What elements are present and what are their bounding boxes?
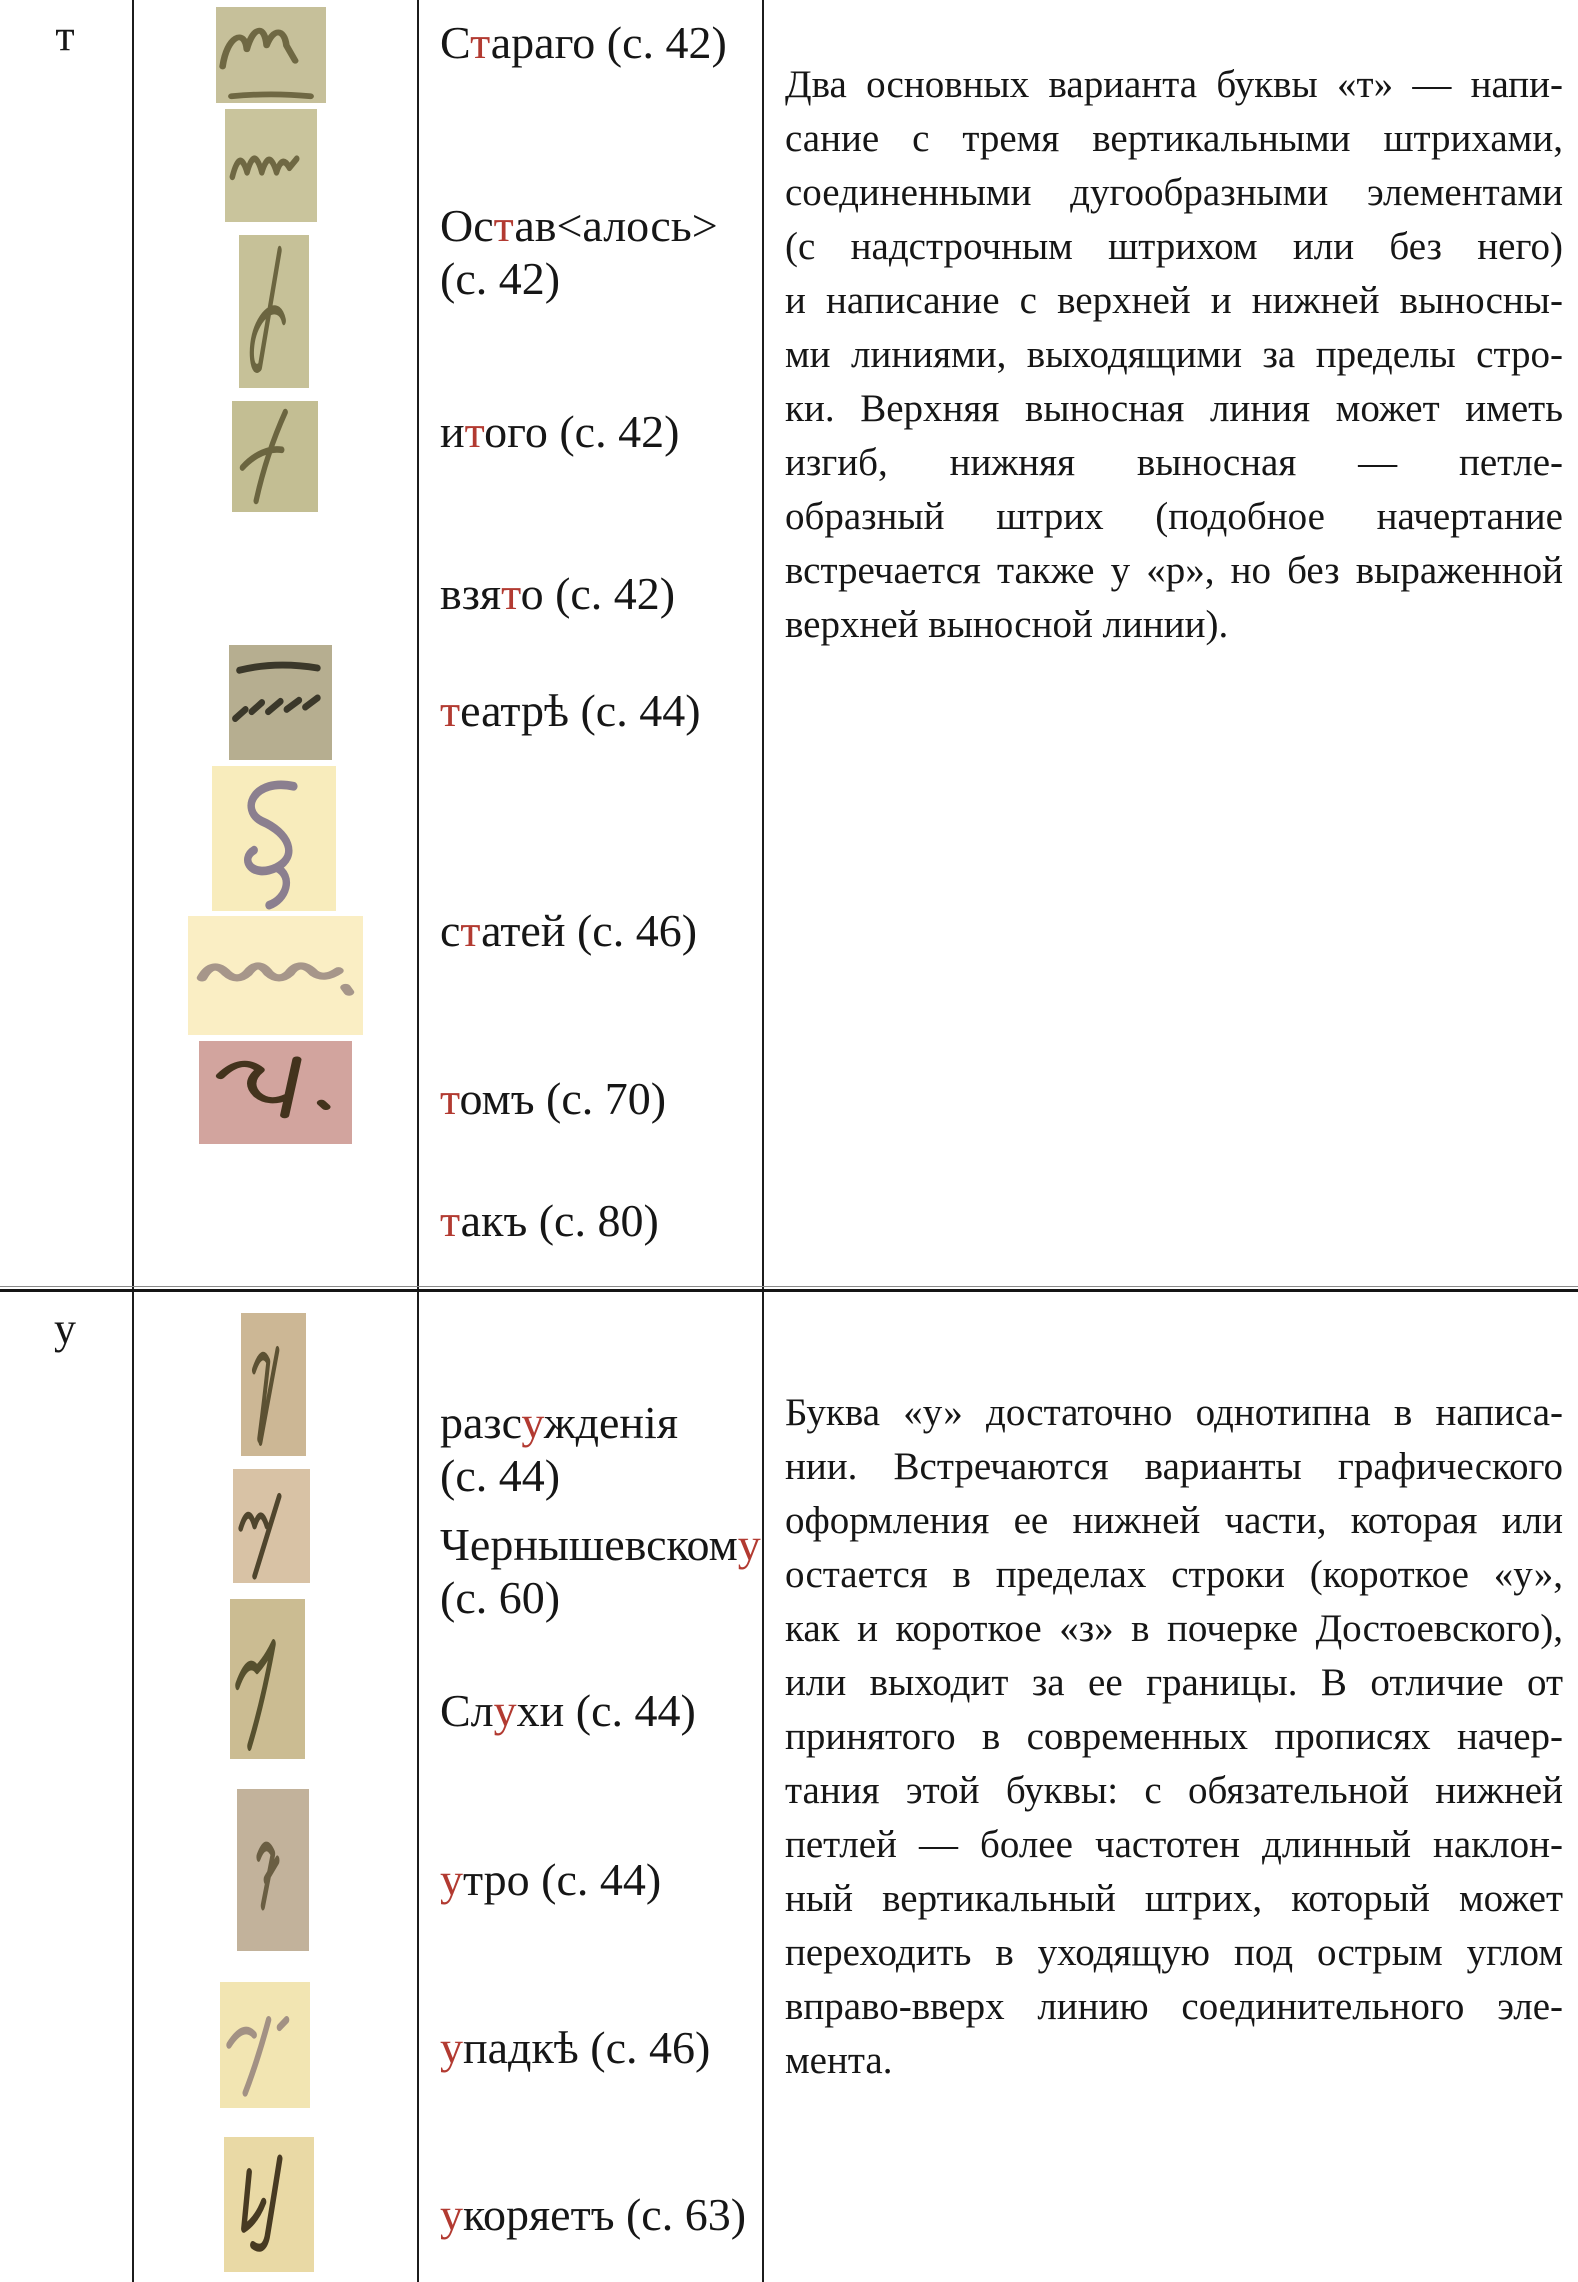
description-line: ный вертикальный штрих, который может (785, 1877, 1563, 1920)
example-word-line (440, 1853, 755, 1906)
word-highlighted-letter: у (440, 2022, 463, 2073)
word-highlighted-letter: у (521, 1397, 544, 1448)
handwriting-stroke-drawing (216, 7, 326, 103)
description-line: или выходит за ее границы. В отличие от (785, 1661, 1563, 1704)
description-paragraph (785, 58, 1563, 652)
description-line: принятого в современных прописях начер- (785, 1715, 1563, 1758)
word-text: разс (440, 1397, 522, 1448)
word-text: араго (с. 42) (490, 17, 727, 68)
word-highlighted-letter: т (440, 1073, 460, 1124)
word-text: тро (с. 44) (463, 1854, 662, 1905)
example-word (440, 684, 755, 737)
handwriting-stroke-drawing (199, 1041, 352, 1144)
row-divider-shadow (0, 1286, 1578, 1287)
word-text: Чернышевском (440, 1519, 738, 1570)
example-word (440, 1194, 755, 1247)
description-line: оформления ее нижней части, которая или (785, 1499, 1563, 1542)
example-word-line (440, 1072, 755, 1125)
example-word (440, 567, 755, 620)
description-line: Буква «у» достаточно однотипна в написа- (785, 1391, 1563, 1434)
handwriting-sample-image (224, 2137, 314, 2272)
letter-cell-label: т (55, 11, 75, 60)
word-text: ав<алось> (514, 200, 718, 251)
example-word (440, 904, 755, 957)
word-text: ого (с. 42) (484, 406, 680, 457)
description-line: верхней выносной линии). (785, 603, 1229, 646)
example-word-line (440, 2188, 755, 2241)
word-text: Ос (440, 200, 494, 251)
example-word-page-ref: (с. 42) (440, 253, 561, 304)
handwriting-stroke-drawing (241, 1313, 306, 1456)
handwriting-sample-image (188, 916, 363, 1035)
word-highlighted-letter: у (737, 1519, 761, 1570)
example-word (440, 405, 755, 458)
description-line: ми линиями, выходящими за пределы стро- (785, 333, 1563, 376)
handwriting-sample-image (230, 1599, 305, 1759)
handwriting-stroke-drawing (239, 235, 309, 388)
handwriting-sample-image (229, 645, 332, 760)
description-line: Два основных варианта буквы «т» — напи- (785, 63, 1563, 106)
handwriting-stroke-drawing (212, 766, 336, 911)
description-line: тания этой буквы: с обязательной нижней (785, 1769, 1563, 1812)
word-text: жденія (543, 1397, 678, 1448)
handwriting-stroke-drawing (220, 1982, 310, 2108)
word-text: Сл (440, 1685, 494, 1736)
example-word (440, 1853, 755, 1906)
example-word (440, 2021, 755, 2074)
example-word-line (440, 2021, 755, 2074)
word-text: падкѣ (с. 46) (463, 2022, 711, 2073)
handwriting-stroke-drawing (224, 2137, 314, 2272)
example-word (440, 199, 755, 305)
description-line: остается в пределах строки (короткое «у», (785, 1553, 1563, 1596)
table-border-vertical (132, 0, 134, 2282)
handwriting-sample-image (237, 1789, 309, 1951)
handwriting-sample-image (233, 1469, 310, 1583)
table-border-vertical (762, 0, 764, 2282)
handwriting-stroke-drawing (225, 109, 317, 222)
handwriting-stroke-drawing (232, 401, 318, 512)
example-word-line (440, 1396, 755, 1449)
handwriting-stroke-drawing (233, 1469, 310, 1583)
row-divider-line (0, 1289, 1578, 1292)
word-text: еатрѣ (с. 44) (460, 685, 701, 736)
handwriting-stroke-drawing (230, 1599, 305, 1759)
example-word-line (440, 1518, 761, 1571)
word-text: коряетъ (с. 63) (463, 2189, 747, 2240)
word-highlighted-letter: у (493, 1685, 517, 1736)
example-word (440, 2188, 755, 2241)
handwriting-stroke-drawing (229, 645, 332, 760)
handwriting-stroke-drawing (188, 916, 363, 1035)
example-word-line (440, 16, 755, 69)
example-word-line (440, 199, 755, 252)
word-text: атей (с. 46) (481, 905, 698, 956)
handwriting-sample-image (239, 235, 309, 388)
handwriting-sample-image (225, 109, 317, 222)
word-text: акъ (с. 80) (460, 1195, 659, 1246)
example-word (440, 1684, 755, 1737)
example-word-line (440, 1194, 755, 1247)
description-line: нии. Встречаются варианты графического (785, 1445, 1563, 1488)
example-word (440, 1072, 755, 1125)
handwriting-sample-image (216, 7, 326, 103)
description-line: и написание с верхней и нижней выносны- (785, 279, 1563, 322)
word-text: омъ (с. 70) (459, 1073, 667, 1124)
example-word-line (440, 567, 755, 620)
example-word-line (440, 405, 755, 458)
handwriting-sample-image (241, 1313, 306, 1456)
word-highlighted-letter: т (464, 406, 485, 457)
description-line: образный штрих (подобное начертание (785, 495, 1563, 538)
word-highlighted-letter: т (470, 17, 491, 68)
description-line: ки. Верхняя выносная линия может иметь (785, 387, 1563, 430)
example-word-page-ref: (с. 60) (440, 1572, 561, 1623)
word-text: хи (с. 44) (516, 1685, 696, 1736)
example-word (440, 1518, 761, 1624)
handwriting-sample-image (232, 401, 318, 512)
word-highlighted-letter: у (440, 1854, 463, 1905)
word-highlighted-letter: т (460, 905, 482, 956)
example-word-line (440, 684, 755, 737)
description-line: соединенными дугообразными элементами (785, 171, 1563, 214)
word-highlighted-letter: т (501, 568, 521, 619)
handwriting-sample-image (199, 1041, 352, 1144)
description-line: сание с тремя вертикальными штрихами, (785, 117, 1563, 160)
description-line: переходить в уходящую под острым углом (785, 1931, 1563, 1974)
description-line: (с надстрочным штрихом или без него) (785, 225, 1563, 268)
word-highlighted-letter: у (440, 2189, 463, 2240)
description-line: вправо-вверх линию соединительного эле- (785, 1985, 1563, 2028)
word-text: взя (440, 568, 502, 619)
word-text: о (с. 42) (520, 568, 676, 619)
example-word-line (440, 1684, 755, 1737)
table-border-vertical (417, 0, 419, 2282)
description-line: встречается также у «р», но без выраженной (785, 549, 1563, 592)
handwriting-sample-image (220, 1982, 310, 2108)
word-highlighted-letter: т (440, 685, 461, 736)
description-line: изгиб, нижняя выносная — петле- (785, 441, 1563, 484)
example-word-page-ref: (с. 44) (440, 1450, 561, 1501)
description-line: мента. (785, 2039, 893, 2082)
example-word (440, 16, 755, 69)
example-word (440, 1396, 755, 1502)
example-word-line (440, 904, 755, 957)
description-paragraph (785, 1386, 1563, 2088)
word-highlighted-letter: т (493, 200, 515, 251)
letter-cell-label: у (54, 1304, 76, 1353)
description-line: как и короткое «з» в почерке Достоевского), (785, 1607, 1563, 1650)
word-text: С (440, 17, 471, 68)
word-highlighted-letter: т (440, 1195, 461, 1246)
handwriting-stroke-drawing (237, 1789, 309, 1951)
handwriting-sample-image (212, 766, 336, 911)
description-line: петлей — более частотен длинный наклон- (785, 1823, 1563, 1866)
word-text: с (440, 905, 461, 956)
word-text: и (440, 406, 465, 457)
